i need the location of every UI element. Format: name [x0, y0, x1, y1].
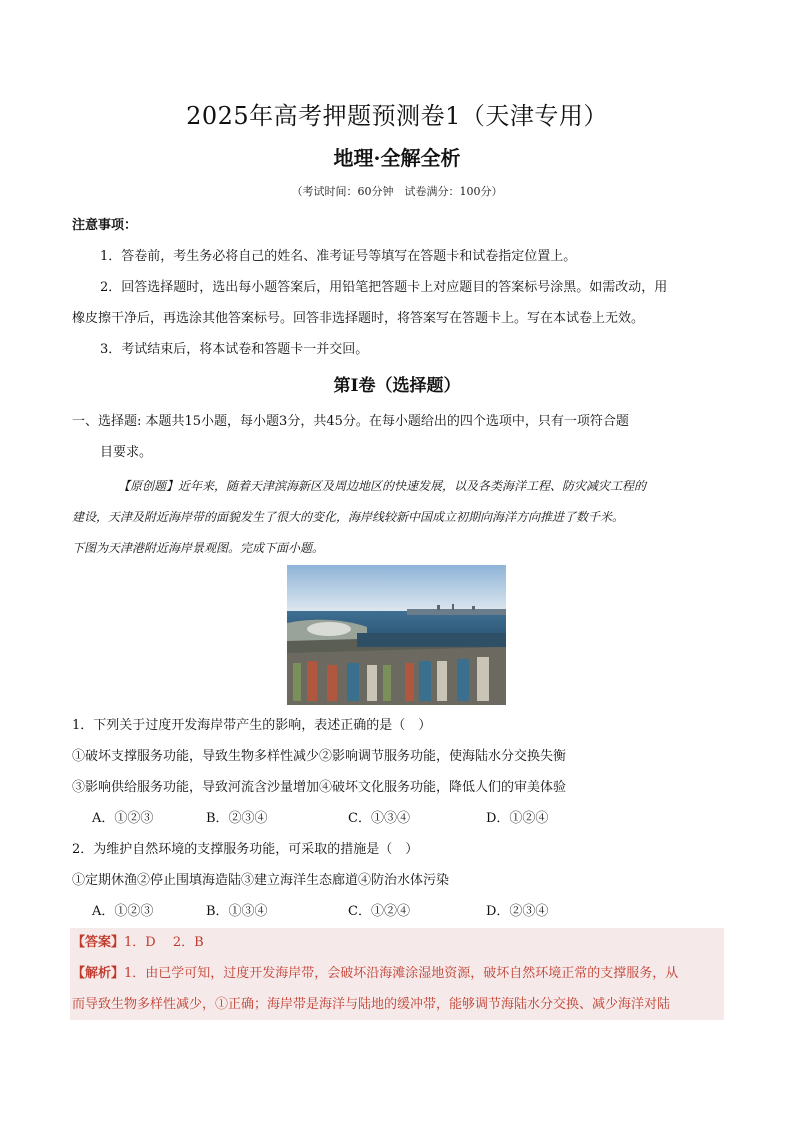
answer-text: 1．D 2．B: [124, 935, 204, 950]
question-1-stem: 1．下列关于过度开发海岸带产生的影响，表述正确的是（ ）: [72, 718, 432, 733]
question-2-choice-a: A．①②③: [92, 904, 154, 919]
intro-line-2: 建设，天津及附近海岸带的面貌发生了很大的变化，海岸线较新中国成立初期向海洋方向推进了数千米。: [72, 510, 625, 524]
question-1-choice-d: D．①②④: [486, 811, 549, 826]
coast-photo: [287, 565, 506, 705]
answer-line: [72, 934, 204, 952]
question-2-choice-d: D．②③④: [486, 904, 549, 919]
notice-item-1: 1．答卷前，考生务必将自己的姓名、准考证号等填写在答题卡和试卷指定位置上。: [100, 249, 577, 264]
analysis-line-1: [72, 965, 726, 983]
question-1-choice-c: C．①③④: [348, 811, 410, 826]
notice-item-2-cont: 橡皮擦干净后，再选涂其他答案标号。回答非选择题时，将答案写在答题卡上。写在本试卷上无效。: [72, 311, 645, 326]
page-subtitle: 地理·全解全析: [333, 146, 461, 170]
section-instructions: 一、选择题: 本题共15小题，每小题3分，共45分。在每小题给出的四个选项中，只有一项符合题: [72, 414, 629, 429]
question-1-options-line-2: ③影响供给服务功能，导致河流含沙量增加④破坏文化服务功能，降低人们的审美体验: [72, 780, 567, 795]
page-title: 2025年高考押题预测卷1（天津专用）: [186, 102, 608, 130]
intro-line-1: 【原创题】近年来，随着天津滨海新区及周边地区的快速发展，以及各类海洋工程、防灾减灾工程的: [118, 479, 647, 493]
notice-heading: 注意事项：: [72, 218, 138, 233]
question-2-stem: 2．为维护自然环境的支撑服务功能，可采取的措施是（ ）: [72, 842, 419, 857]
analysis-line-2: 而导致生物多样性减少，①正确；海岸带是海洋与陆地的缓冲带，能够调节海陆水分交换、减少海洋对陆: [72, 997, 671, 1012]
exam-meta: （考试时间：60分钟 试卷满分：100分）: [291, 185, 503, 198]
question-2-options: ①定期休渔②停止围填海造陆③建立海洋生态廊道④防治水体污染: [72, 873, 450, 888]
section-title: 第Ⅰ卷（选择题）: [333, 376, 461, 396]
question-1-choice-a: A．①②③: [92, 811, 154, 826]
question-1-options-line-1: ①破坏支撑服务功能，导致生物多样性减少②影响调节服务功能，使海陆水分交换失衡: [72, 749, 567, 764]
section-instructions-cont: 目要求。: [100, 445, 153, 460]
question-1-choice-b: B．②③④: [206, 811, 268, 826]
question-2-choice-c: C．①②④: [348, 904, 410, 919]
notice-item-3: 3．考试结束后，将本试卷和答题卡一并交回。: [100, 342, 369, 357]
intro-line-3: 下图为天津港附近海岸景观图。完成下面小题。: [72, 541, 325, 555]
question-2-choice-b: B．①③④: [206, 904, 268, 919]
answer-tag: 【答案】: [72, 935, 125, 950]
analysis-tag: 【解析】: [72, 966, 125, 981]
notice-item-2: 2．回答选择题时，选出每小题答案后，用铅笔把答题卡上对应题目的答案标号涂黑。如需改动，用: [100, 280, 668, 295]
analysis-text-1: 1．由已学可知，过度开发海岸带，会破坏沿海滩涂湿地资源，破坏自然环境正常的支撑服务，从: [124, 966, 679, 981]
